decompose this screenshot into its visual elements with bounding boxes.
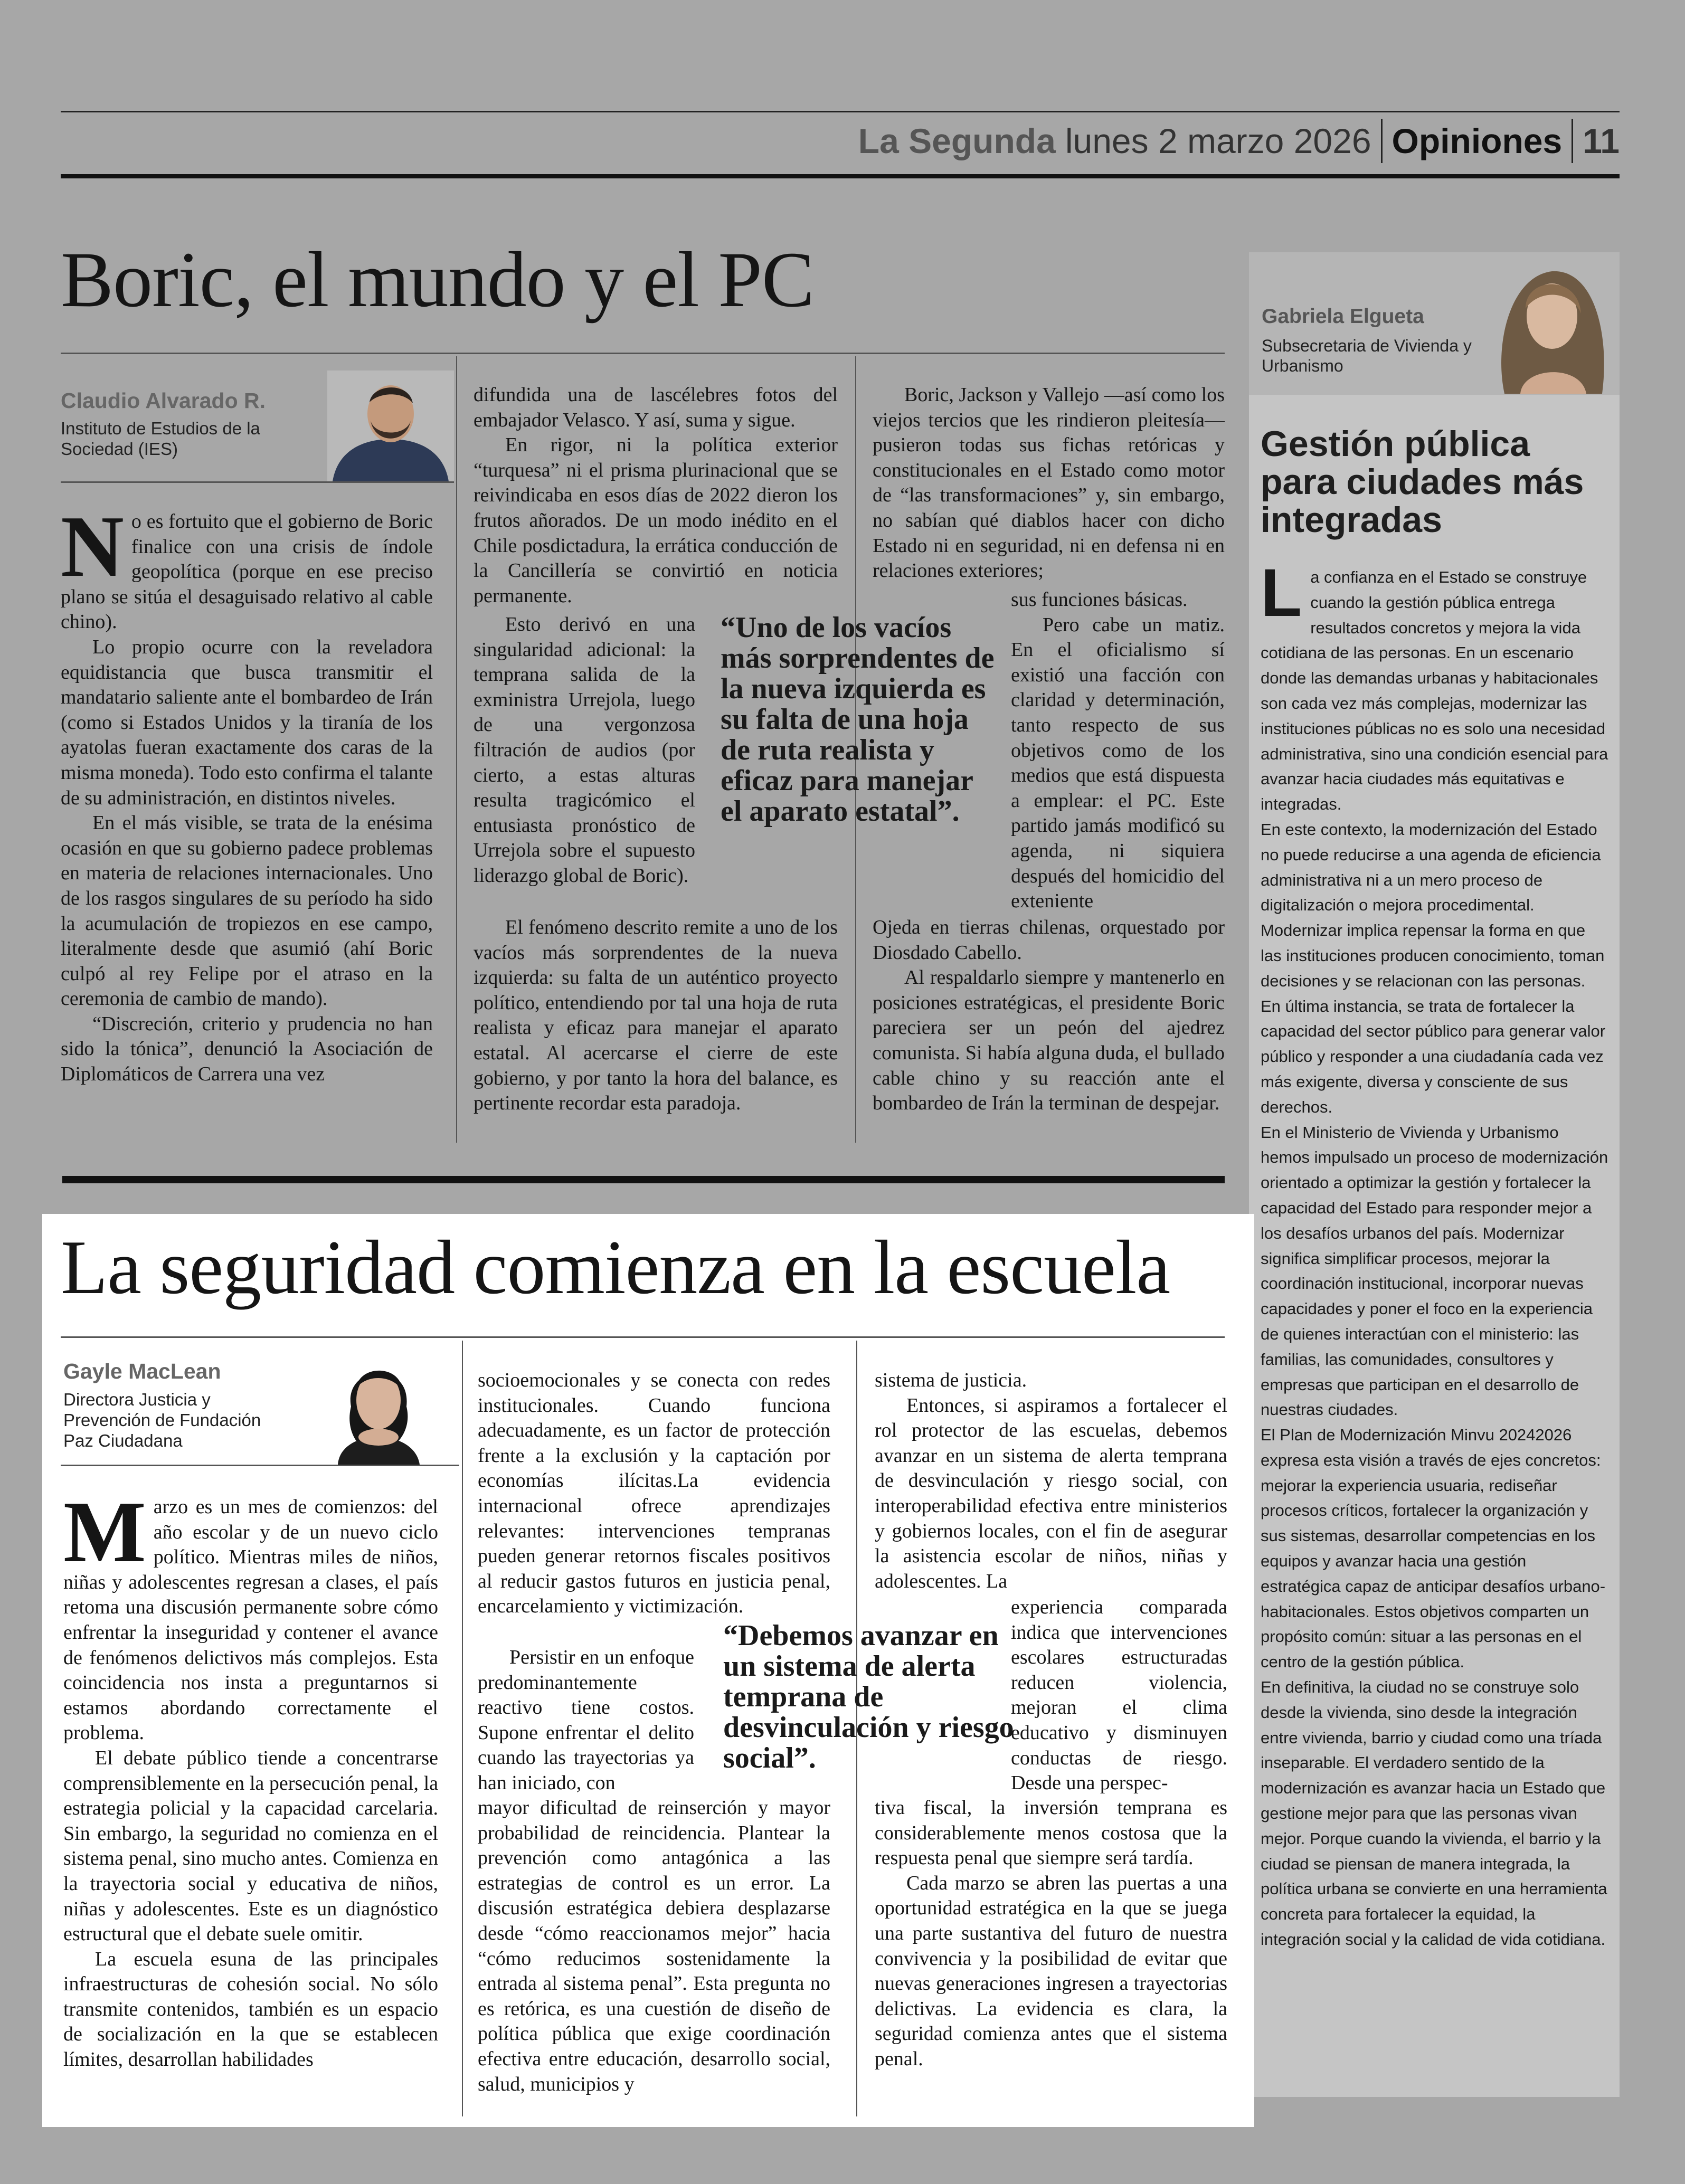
- article2-byline-rule: [61, 1465, 459, 1466]
- article2-paragraph: El debate público tiende a concentrarse comprensiblemente en la persecución penal, la estrategia policial y la capacidad carcelaria. Sin embargo, la seguridad no comienza en el sistema penal, sino mucho antes. Comienza en la trayectoria social y educativa de niños, niñas y adolescentes. Este es un diagnóstico estructural que el debate suele omitir.: [63, 1746, 438, 1945]
- article2-paragraph: mayor dificultad de reinserción y mayor probabilidad de reincidencia. Plantear la prevención como antagónica a las estrategias de control es un error. La discusión estratégica debiera desplazarse desde “cómo reaccionamos mejor” hacia “cómo reducimos sostenidamente la entrada al sistema penal”. Esta pregunta no es retórica, es una cuestión de diseño de política pública que exige coordinación efectiva entre educación, desarrollo social, salud, municipios y: [478, 1797, 830, 2095]
- article2-headline-rule: [61, 1336, 1225, 1338]
- issue-date: lunes 2 marzo 2026: [1065, 121, 1371, 160]
- article2-paragraph: La escuela esuna de las principales infraestructuras de cohesión social. No sólo transmite contenidos, también es un espacio de socialización en la que se establecen límites, desarrollan habilidades: [63, 1948, 438, 2071]
- article2-column-3-mid: [1011, 1595, 1227, 1796]
- sidebar-paragraph: El Plan de Modernización Minvu 20242026 expresa esta visión a través de ejes concretos: mejorar la experiencia usuaria, rediseñar procesos críticos, fortalecer la organización y sus sistemas, desarrollar competencias en los equipos y avanzar hacia una gestión estratégica capaz de anticipar desafíos urbano-habitacionales. Estos objetivos comparten un propósito común: situar a las personas en el centro de la gestión pública.: [1261, 1426, 1606, 1672]
- article2-author-name: Gayle MacLean: [63, 1359, 221, 1383]
- article1-author-photo: [327, 371, 454, 481]
- sidebar-author-name: Gabriela Elgueta: [1262, 305, 1424, 328]
- sidebar-paragraph: a confianza en el Estado se construye cuando la gestión pública entrega resultados concretos y mejora la vida cotidiana de las personas. En un escenario donde las demandas urbanas y habitacionales son cada vez más complejas, modernizar las instituciones públicas no es solo una necesidad administrativa, sino una condición esencial para avanzar hacia ciudades más equitativas e integradas.: [1261, 568, 1608, 814]
- article1-paragraph: o es fortuito que el gobierno de Boric finalice con una crisis de índole geopolítica (porque en ese preciso plano se sitúa el desaguisado relativo al cable chino).: [61, 510, 433, 633]
- article2-paragraph: Entonces, si aspiramos a fortalecer el rol protector de las escuelas, debemos avanzar en un sistema de alerta temprana de desvinculación y riesgo social, con interoperabilidad efectiva entre ministerios y gobiernos locales, con el fin de asegurar la asistencia escolar de niños, niñas y adolescentes. La: [875, 1394, 1227, 1592]
- article1-headline: Boric, el mundo y el PC: [61, 236, 814, 324]
- sidebar-author-affiliation: Subsecretaria de Vivienda y Urbanismo: [1262, 336, 1472, 375]
- article1-author-affiliation: Instituto de Estudios de la Sociedad (IES): [61, 419, 260, 459]
- section-name: Opiniones: [1391, 121, 1563, 160]
- article2-column-2-top: [478, 1368, 830, 1619]
- article1-paragraph: “Discreción, criterio y prudencia no han sido la tónica”, denunció la Asociación de Diplomáticos de Carrera una vez: [61, 1012, 433, 1086]
- article1-headline-rule: [61, 353, 1225, 354]
- article2-column-3-top: [875, 1368, 1227, 1594]
- article2-paragraph: sistema de justicia.: [875, 1369, 1027, 1391]
- article1-author-name: Claudio Alvarado R.: [61, 388, 266, 413]
- article1-column-1: [61, 498, 433, 1087]
- article2-paragraph: tiva fiscal, la inversión temprana es considerablemente menos costosa que la respuesta penal que siempre será tardía.: [875, 1797, 1227, 1869]
- sidebar-dropcap: L: [1261, 555, 1302, 631]
- article1-dropcap: N: [61, 498, 124, 595]
- article1-paragraph: Esto derivó en una singularidad adicional: la temprana salida de la exministra Urrejola, luego de una vergonzosa filtración de audios (por cierto, a estas alturas resulta tragicómico el entusiasta pronóstico de Urrejola sobre el supuesto liderazgo global de Boric).: [474, 613, 695, 887]
- column-divider: [456, 356, 457, 1143]
- article1-paragraph: difundida una de lascélebres fotos del embajador Velasco. Y así, suma y sigue.: [474, 384, 838, 431]
- article2-dropcap: M: [63, 1483, 146, 1580]
- article1-column-2-bottom: [474, 915, 838, 1116]
- header-rule-top: [61, 111, 1620, 112]
- article2-column-2-bottom: [478, 1796, 830, 2097]
- article2-column-3-bottom: [875, 1796, 1227, 2072]
- sidebar-paragraph: En definitiva, la ciudad no se construye solo desde la vivienda, sino desde la integración entre vivienda, barrio y ciudad como una tríada inseparable. El verdadero sentido de la modernización es avanzar hacia un Estado que gestione mejor para que las personas vivan mejor. Porque cuando la vivienda, el barrio y la ciudad se piensan de manera integrada, la política urbana se convierte en una herramienta concreta para fortalecer la equidad, la integración social y la calidad de vida cotidiana.: [1261, 1678, 1607, 1949]
- article1-byline-rule: [61, 481, 454, 483]
- page-number: 11: [1583, 121, 1620, 160]
- article1-paragraph: Pero cabe un matiz. En el oficialismo sí existió una facción con claridad y determinación, tanto respecto de sus objetivos como de los medios que está dispuesta a emplear: el PC. Este partido jamás modificó su agenda, ni siquiera después del homicidio del exteniente: [1011, 613, 1225, 913]
- article1-column-3-top: [873, 383, 1225, 584]
- article1-paragraph: En rigor, ni la política exterior “turquesa” ni el prisma plurinacional que se reivindicaba en esos días de 2022 dieron los frutos añorados. De un modo inédito en el Chile posdictadura, la errática conducción de la Cancillería se convirtió en noticia permanente.: [474, 434, 838, 607]
- article2-paragraph: Persistir en un enfoque predominantemente reactivo tiene costos. Supone enfrentar el delito cuando las trayectorias ya han iniciado, con: [478, 1646, 694, 1794]
- article2-column-1: [63, 1483, 438, 2073]
- article2-author-photo: [306, 1343, 449, 1465]
- sidebar-author-photo: [1473, 255, 1618, 394]
- sidebar-title: Gestión pública para ciudades más integradas: [1261, 424, 1584, 540]
- masthead: [858, 117, 1620, 165]
- article2-headline: La seguridad comienza en la escuela: [61, 1224, 1170, 1310]
- article1-pullquote: “Uno de los vacíos más sorprendentes de la nueva izquierda es su falta de una hoja de ruta realista y eficaz para manejar el aparato estatal”.: [721, 611, 995, 828]
- article1-paragraph: El fenómeno descrito remite a uno de los vacíos más sorprendentes de la nueva izquierda: su falta de un auténtico proyecto político, entendiendo por tal una hoja de ruta realista y eficaz para manejar el aparato estatal. Al acercarse el cierre de este gobierno, y por tanto la hora del balance, es pertinente recordar esta paradoja.: [474, 916, 838, 1115]
- article2-paragraph: experiencia comparada indica que intervenciones escolares estructuradas reducen violencia, mejoran el clima educativo y disminuyen conductas de riesgo. Desde una perspec-: [1011, 1596, 1227, 1794]
- article2-paragraph: socioemocionales y se conecta con redes institucionales. Cuando funciona adecuadamente, es un factor de protección frente a la exclusión y la captación por economías ilícitas.La evidencia internacional ofrece aprendizajes relevantes: intervenciones tempranas pueden generar retornos fiscales positivos al reducir gastos futuros en justicia penal, encarcelamiento y victimización.: [478, 1369, 830, 1618]
- article1-paragraph: En el más visible, se trata de la enésima ocasión en que su gobierno padece problemas en materia de relaciones internacionales. Uno de los rasgos singulares de su período ha sido la acumulación de tropiezos en ese campo, literalmente desde que asumió (ahí Boric culpó al rey Felipe por el atraso en la ceremonia de cambio de mando).: [61, 812, 433, 1010]
- article2-paragraph: Cada marzo se abren las puertas a una oportunidad estratégica en la que se juega una parte sustantiva del futuro de nuestra convivencia y la posibilidad de evitar que nuevas generaciones ingresen a trayectorias delictivas. La evidencia es clara, la seguridad comienza antes que el sistema penal.: [875, 1872, 1227, 2070]
- header-rule-bottom: [61, 174, 1620, 178]
- article1-paragraph: Boric, Jackson y Vallejo —así como los viejos tercios que les rindieron pleitesía— pusieron todas sus fichas retóricas y constitucionales en el Estado como motor de “las transformaciones” y, sin embargo, no sabían qué diablos hacer con dicho Estado ni en seguridad, ni en defensa ni en relaciones exteriores;: [873, 384, 1225, 582]
- article1-paragraph: sus funciones básicas.: [1011, 588, 1188, 611]
- article2-author-affiliation: Directora Justicia y Prevención de Fundación Paz Ciudadana: [63, 1390, 261, 1450]
- article1-column-3-bottom: [873, 915, 1225, 1116]
- column-divider: [462, 1341, 463, 2116]
- article2-paragraph: arzo es un mes de comienzos: del año escolar y de un nuevo ciclo político. Mientras miles de niños, niñas y adolescentes regresan a clases, el país retoma una discusión permanente sobre cómo enfrentar la inseguridad y contener el avance de fenómenos delictivos más complejos. Esta coincidencia nos insta a preguntarnos si estamos abordando correctamente el problema.: [63, 1496, 438, 1744]
- masthead-divider: [1572, 119, 1573, 163]
- article2-pullquote: “Debemos avanzar en un sistema de alerta temprana de desvinculación y riesgo social”.: [723, 1619, 1014, 1774]
- article1-column-3-mid: [1011, 587, 1225, 914]
- sidebar-body: [1261, 555, 1609, 1952]
- article1-paragraph: Lo propio ocurre con la reveladora equidistancia que busca transmitir el mandatario saliente ante el bombardeo de Irán (como si Estados Unidos y la tiranía de los ayatolas fueran exactamente dos caras de la misma moneda). Todo esto confirma el talante de su administración, en distintos niveles.: [61, 635, 433, 809]
- article2-column-2-mid: [478, 1645, 694, 1796]
- article1-column-2-mid: [474, 612, 695, 889]
- article1-paragraph: Ojeda en tierras chilenas, orquestado por Diosdado Cabello.: [873, 916, 1225, 964]
- article-separator-rule: [62, 1176, 1225, 1183]
- article1-paragraph: Al respaldarlo siempre y mantenerlo en posiciones estratégicas, el presidente Boric pareciera ser un peón del ajedrez comunista. Si había alguna duda, el bullado cable chino y su reacción ante el bombardeo de Irán la terminan de despejar.: [873, 966, 1225, 1115]
- sidebar-paragraph: En el Ministerio de Vivienda y Urbanismo hemos impulsado un proceso de modernización orientado a optimizar la gestión y fortalecer la capacidad del Estado para responder mejor a los desafíos urbanos del país. Modernizar significa simplificar procesos, mejorar la coordinación institucional, incorporar nuevas capacidades y poner el foco en la experiencia de quienes interactúan con el ministerio: las familias, las comunidades, consultores y empresas que participan en el desarrollo de nuestras ciudades.: [1261, 1123, 1608, 1419]
- masthead-divider: [1381, 119, 1383, 163]
- article1-column-2-top: [474, 383, 838, 609]
- sidebar-paragraph: En este contexto, la modernización del Estado no puede reducirse a una agenda de eficiencia administrativa ni a un mero proceso de digitalización o mejora procedimental. Modernizar implica repensar la forma en que las instituciones producen conocimiento, toman decisiones y se relacionan con las personas. En última instancia, se trata de fortalecer la capacidad del sector público para generar valor público y responder a una ciudadanía cada vez más exigente, diversa y consciente de sus derechos.: [1261, 820, 1606, 1116]
- newspaper-name: La Segunda: [858, 121, 1056, 160]
